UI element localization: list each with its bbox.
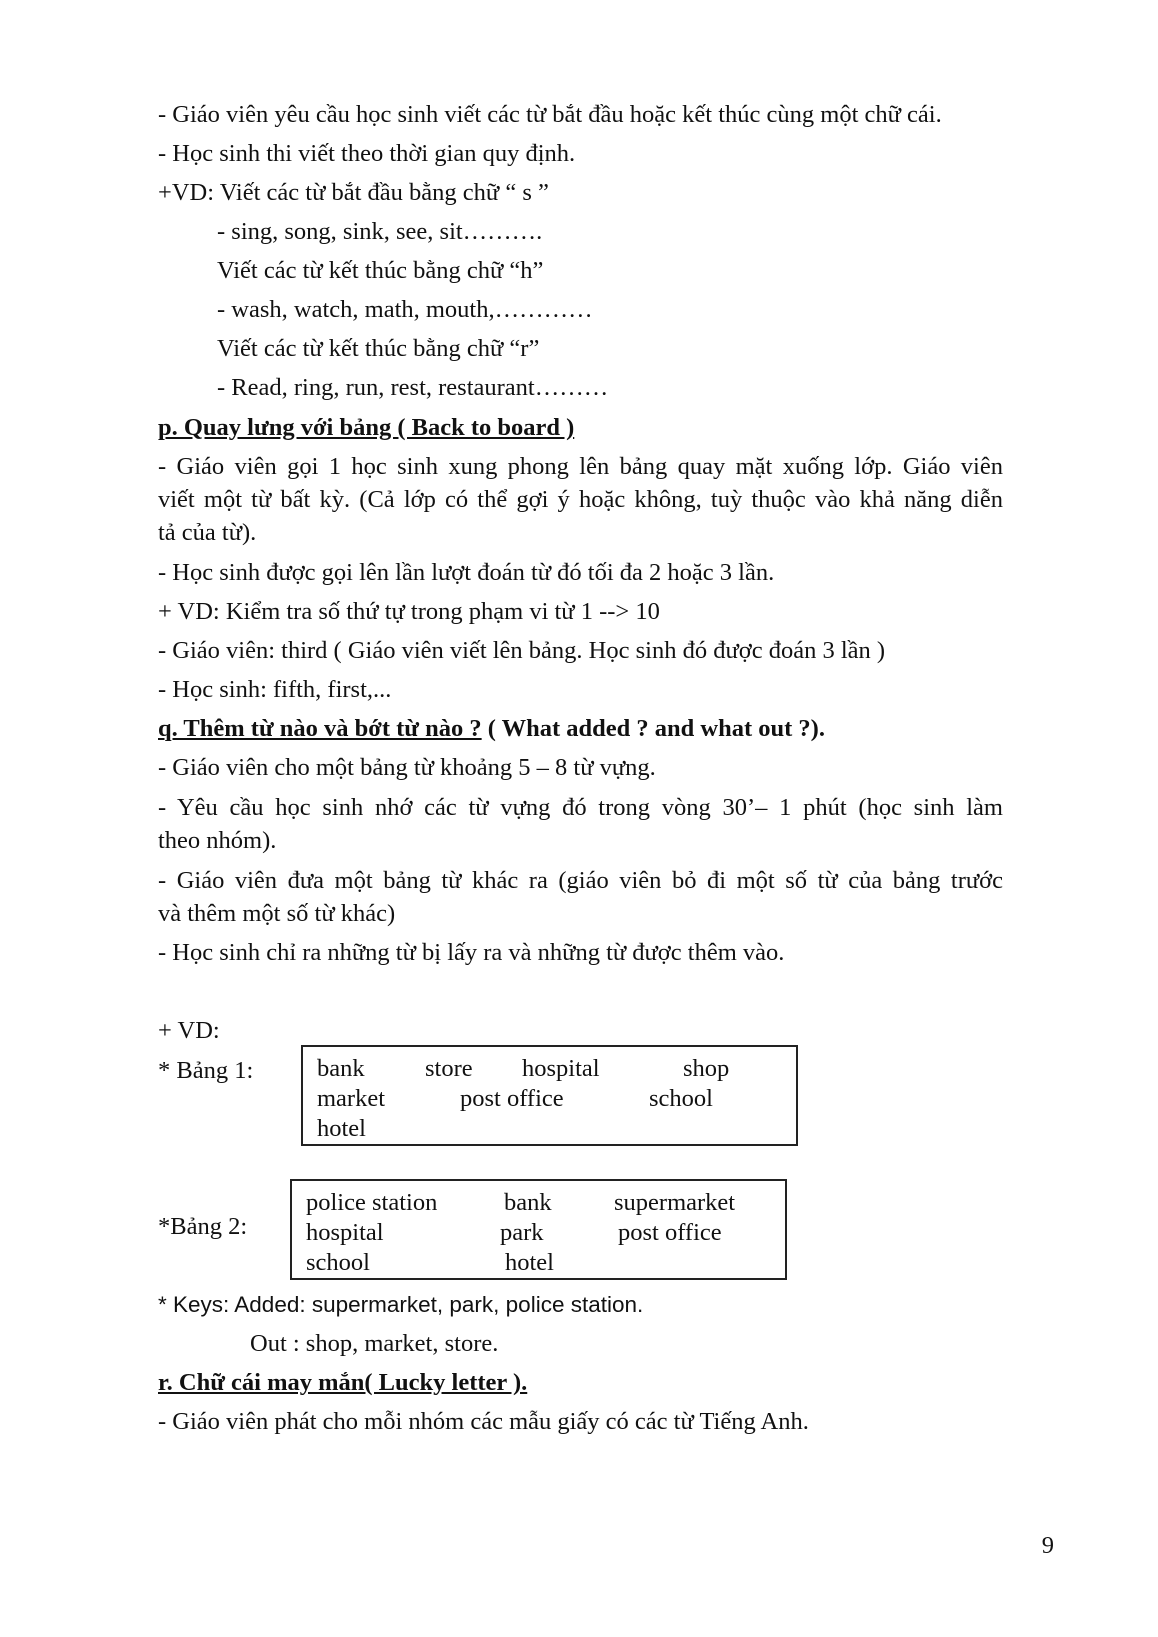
section-heading-q-main: q. Thêm từ nào và bớt từ nào ? (158, 715, 482, 742)
section-heading-p: p. Quay lưng với bảng ( Back to board ) (158, 414, 575, 441)
text-line: theo nhóm). (158, 827, 277, 854)
text-line: - Giáo viên: third ( Giáo viên viết lên bảng. Học sinh đó được đoán 3 lần ) (158, 637, 886, 664)
text-line: - Yêu cầu học sinh nhớ các từ vựng đó trong vòng 30’– 1 phút (học sinh làm (158, 794, 1003, 821)
text-line: - Học sinh chỉ ra những từ bị lấy ra và những từ được thêm vào. (158, 939, 785, 966)
text-line: Viết các từ kết thúc bằng chữ “h” (217, 257, 544, 284)
table2-word: post office (618, 1219, 722, 1246)
table1-word: post office (460, 1085, 564, 1112)
word-table-2 (290, 1179, 787, 1280)
text-line: + VD: Kiểm tra số thứ tự trong phạm vi từ 1 --> 10 (158, 598, 660, 625)
table2-word: police station (306, 1189, 438, 1216)
text-line: +VD: Viết các từ bắt đầu bằng chữ “ s ” (158, 179, 549, 206)
table1-word: store (425, 1055, 473, 1082)
table1-word: market (317, 1085, 386, 1112)
table1-word: hotel (317, 1115, 366, 1142)
table1-word: school (649, 1085, 713, 1112)
table2-word: hotel (505, 1249, 554, 1276)
text-line: - Giáo viên yêu cầu học sinh viết các từ bắt đầu hoặc kết thúc cùng một chữ cái. (158, 101, 942, 128)
table2-word: school (306, 1249, 370, 1276)
word-table-1 (301, 1045, 798, 1146)
text-line: - Giáo viên đưa một bảng từ khác ra (giáo viên bỏ đi một số từ của bảng trước (158, 867, 1003, 894)
keys-line: * Keys: Added: supermarket, park, police station. (158, 1292, 644, 1317)
table2-word: bank (504, 1189, 552, 1216)
table1-word: shop (683, 1055, 730, 1082)
table1-word: hospital (522, 1055, 600, 1082)
section-heading-r: r. Chữ cái may mắn( Lucky letter ). (158, 1369, 528, 1396)
table1-word: bank (317, 1055, 365, 1082)
text-line: và thêm một số từ khác) (158, 900, 396, 927)
text-line: - Học sinh được gọi lên lần lượt đoán từ đó tối đa 2 hoặc 3 lần. (158, 559, 775, 586)
section-heading-q-rest: ( What added ? and what out ?). (481, 715, 825, 742)
text-line: - wash, watch, math, mouth,………… (217, 296, 593, 323)
text-line: Viết các từ kết thúc bằng chữ “r” (217, 335, 540, 362)
section-heading-q (158, 717, 825, 742)
table1-label: * Bảng 1: (158, 1057, 254, 1084)
table2-label: *Bảng 2: (158, 1213, 248, 1240)
text-line: tả của từ). (158, 519, 257, 546)
keys-out-line: Out : shop, market, store. (250, 1330, 499, 1357)
table2-word: supermarket (614, 1189, 736, 1216)
page-number: 9 (1041, 1532, 1054, 1559)
text-line: - Học sinh: fifth, first,... (158, 676, 392, 703)
table2-word: park (500, 1219, 544, 1246)
text-line: - Học sinh thi viết theo thời gian quy định. (158, 140, 576, 167)
table2-word: hospital (306, 1219, 384, 1246)
text-line: - sing, song, sink, see, sit………. (217, 218, 543, 245)
text-line: - Giáo viên phát cho mỗi nhóm các mẫu giấy có các từ Tiếng Anh. (158, 1408, 809, 1435)
text-line: - Read, ring, run, rest, restaurant……… (217, 374, 609, 401)
text-line: viết một từ bất kỳ. (Cả lớp có thể gợi ý hoặc không, tuỳ thuộc vào khả năng diễn (158, 486, 1003, 513)
text-line: - Giáo viên gọi 1 học sinh xung phong lên bảng quay mặt xuống lớp. Giáo viên (158, 453, 1003, 480)
example-label: + VD: (158, 1017, 220, 1044)
text-line: - Giáo viên cho một bảng từ khoảng 5 – 8 từ vựng. (158, 754, 656, 781)
